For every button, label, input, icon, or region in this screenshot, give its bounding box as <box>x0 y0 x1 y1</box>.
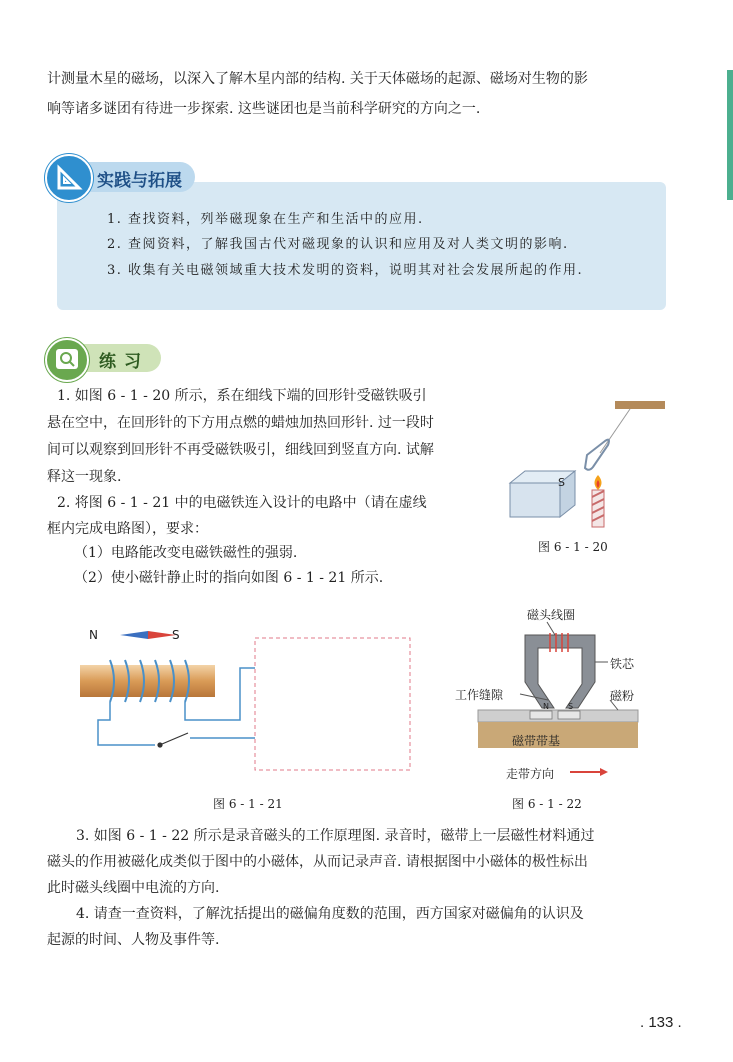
figure-6-1-21 <box>70 620 420 775</box>
intro-line-1: 计测量木星的磁场，以深入了解木星内部的结构. 关于天体磁场的起源、磁场对生物的影 <box>47 71 588 87</box>
needle-s-label: S <box>172 628 180 642</box>
q4-line-1: 4. 请查一查资料，了解沈括提出的磁偏角度数的范围，西方国家对磁偏角的认识及 <box>76 906 584 922</box>
coil-label: 磁头线圈 <box>527 608 576 622</box>
candle-icon <box>592 475 604 527</box>
magnet-pole-label: S <box>558 476 565 489</box>
core-label: 铁芯 <box>610 657 635 671</box>
compass-needle <box>120 631 176 639</box>
support-beam <box>615 401 665 409</box>
q1-line-3: 间可以观察到回形针不再受磁铁吸引，细线回到竖直方向. 试解 <box>47 442 434 458</box>
iron-core <box>80 665 215 697</box>
switch <box>158 733 188 747</box>
practice-badge <box>45 154 197 198</box>
q4-line-2: 起源的时间、人物及事件等. <box>47 932 220 948</box>
thread <box>600 409 630 453</box>
exercise-title: 练习 <box>99 352 149 372</box>
powder-label: 磁粉 <box>610 689 635 703</box>
exercise-badge <box>45 338 163 378</box>
fig20-caption: 图 6 - 1 - 20 <box>538 540 608 554</box>
paperclip-icon <box>585 440 609 470</box>
needle-n-label: N <box>89 628 98 642</box>
practice-item-1: 1. 查找资料，列举磁现象在生产和生活中的应用. <box>107 212 424 227</box>
triangle-ruler-icon <box>45 154 93 202</box>
q2-req-1: （1）电路能改变电磁铁磁性的强弱. <box>74 545 298 561</box>
direction-arrow <box>570 768 608 776</box>
gap-s-label: S <box>568 702 574 711</box>
q2-line-2: 框内完成电路图），要求： <box>47 521 208 537</box>
coil-leader <box>547 622 555 635</box>
q2-req-2: （2）使小磁针静止时的指向如图 6 - 1 - 21 所示. <box>74 570 384 586</box>
gap-label: 工作缝隙 <box>455 688 504 702</box>
tape-base-label: 磁带带基 <box>512 734 561 748</box>
magnet-block <box>510 471 575 517</box>
figure-6-1-20 <box>505 395 675 535</box>
practice-item-3: 3. 收集有关电磁领域重大技术发明的资料，说明其对社会发展所起的作用. <box>107 263 584 278</box>
q1-line-2: 悬在空中，在回形针的下方用点燃的蜡烛加热回形针. 过一段时 <box>47 415 434 431</box>
q1-line-1: 1. 如图 6 - 1 - 20 所示，系在细线下端的回形针受磁铁吸引 <box>57 388 427 404</box>
q3-line-1: 3. 如图 6 - 1 - 22 所示是录音磁头的工作原理图. 录音时，磁带上一层磁性材料通过 <box>76 828 595 844</box>
practice-item-2: 2. 查阅资料，了解我国古代对磁现象的认识和应用及对人类文明的影响. <box>107 237 569 252</box>
chapter-tab <box>727 70 733 200</box>
fig22-caption: 图 6 - 1 - 22 <box>512 797 582 811</box>
q3-line-2: 磁头的作用被磁化成类似于图中的小磁体，从而记录声音. 请根据图中小磁体的极性标出 <box>47 854 588 870</box>
direction-label: 走带方向 <box>506 767 555 781</box>
q2-line-1: 2. 将图 6 - 1 - 21 中的电磁铁连入设计的电路中（请在虚线 <box>57 495 427 511</box>
fig21-caption: 图 6 - 1 - 21 <box>213 797 283 811</box>
page-number: . 133 . <box>640 1014 682 1031</box>
q1-line-4: 释这一现象. <box>47 469 122 485</box>
q3-line-3: 此时磁头线圈中电流的方向. <box>47 880 220 896</box>
dashed-design-box <box>255 638 410 770</box>
gap-n-label: N <box>543 702 549 711</box>
intro-line-2: 响等诸多谜团有待进一步探索. 这些谜团也是当前科学研究的方向之一. <box>47 101 481 117</box>
magnifier-icon <box>45 338 89 382</box>
practice-title: 实践与拓展 <box>97 171 182 191</box>
